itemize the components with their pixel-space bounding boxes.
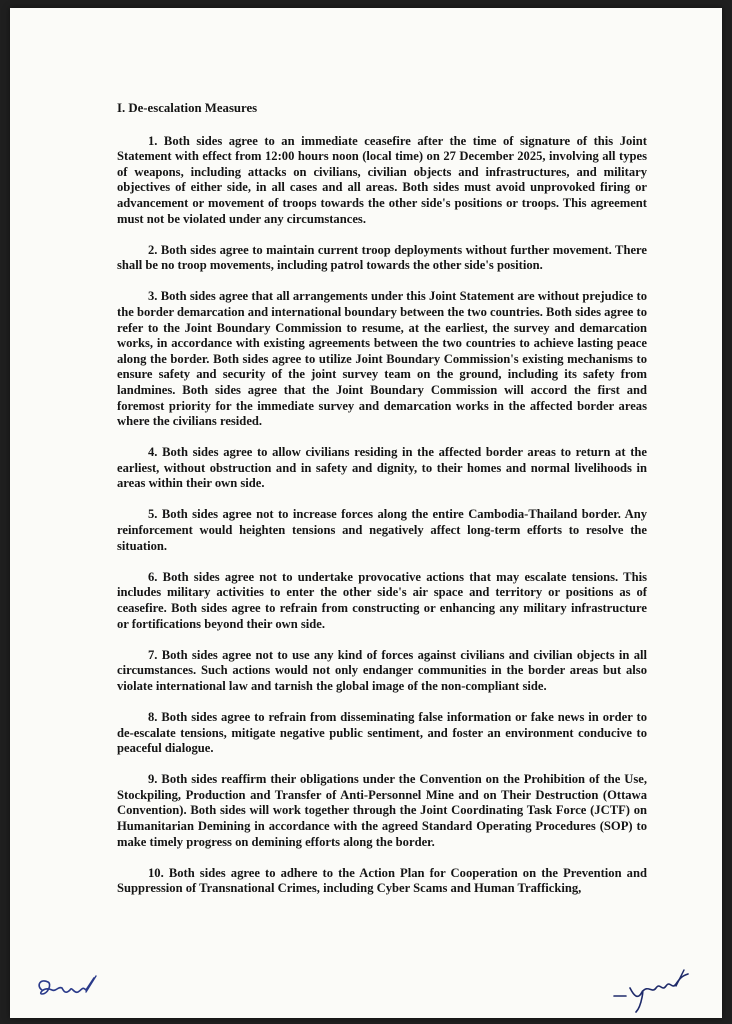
paragraph-3: 3. Both sides agree that all arrangements under this Joint Statement are without prejudice to the border demarcation and international boundary between the two countries. Both sides agree to refer to the Joint Boundary Commission to resume, at the earliest, the survey and demarcation works, in accordance with existing agreements between the two countries to achieve lasting peace along the border. Both sides agree to utilize Joint Boundary Commission's existing mechanisms to ensure safety and security of the joint survey team on the ground, including its safety from landmines. Both sides agree that the Joint Boundary Commission will accord the first and foremost priority for the immediate survey and demarcation works in the affected border areas where the civilians resided. <box>117 289 647 429</box>
document-body <box>117 101 647 912</box>
initial-signature-right <box>608 966 708 1016</box>
paragraph-4: 4. Both sides agree to allow civilians residing in the affected border areas to return at the earliest, without obstruction and in safety and dignity, to their homes and normal livelihoods in areas within their own side. <box>117 445 647 491</box>
initial-signature-left <box>30 968 110 1008</box>
paragraph-10: 10. Both sides agree to adhere to the Action Plan for Cooperation on the Prevention and Suppression of Transnational Crimes, including Cyber Scams and Human Trafficking, <box>117 865 647 896</box>
section-heading: I. De-escalation Measures <box>117 101 258 115</box>
paragraph-7: 7. Both sides agree not to use any kind of forces against civilians and civilian objects in all circumstances. Such actions would not only endanger communities in the border areas but also violate international law and tarnish the global image of the non-compliant side. <box>117 647 647 693</box>
paragraph-1: 1. Both sides agree to an immediate ceasefire after the time of signature of this Joint Statement with effect from 12:00 hours noon (local time) on 27 December 2025, involving all types of weapons, including attacks on civilians, civilian objects and infrastructures, and military objectives of either side, in all cases and all areas. Both sides must avoid unprovoked firing or advancement or movement of troops towards the other side's positions or troops. This agreement must not be violated under any circumstances. <box>117 133 647 226</box>
document-page <box>10 8 722 1018</box>
paragraph-8: 8. Both sides agree to refrain from disseminating false information or fake news in order to de-escalate tensions, mitigate negative public sentiment, and foster an environment conducive to peaceful dialogue. <box>117 709 647 756</box>
paragraph-9: 9. Both sides reaffirm their obligations under the Convention on the Prohibition of the Use, Stockpiling, Production and Transfer of Anti-Personnel Mine and on Their Destruction (Ottawa Convention). Both sides will work together through the Joint Coordinating Task Force (JCTF) on Humanitarian Demining in accordance with the agreed Standard Operating Procedures (SOP) to make timely progress on demining efforts along the border. <box>117 772 647 849</box>
paragraph-6: 6. Both sides agree not to undertake provocative actions that may escalate tensions. This includes military activities to enter the other side's air space and territory or positions as of ceasefire. Both sides agree to refrain from constructing or enhancing any military infrastructure or fortifications beyond their own side. <box>117 569 647 631</box>
paragraph-5: 5. Both sides agree not to increase forces along the entire Cambodia-Thailand border. Any reinforcement would heighten tensions and negatively affect long-term efforts to resolve the situation. <box>117 507 647 553</box>
paragraph-2: 2. Both sides agree to maintain current troop deployments without further movement. There shall be no troop movements, including patrol towards the other side's position. <box>117 242 647 273</box>
